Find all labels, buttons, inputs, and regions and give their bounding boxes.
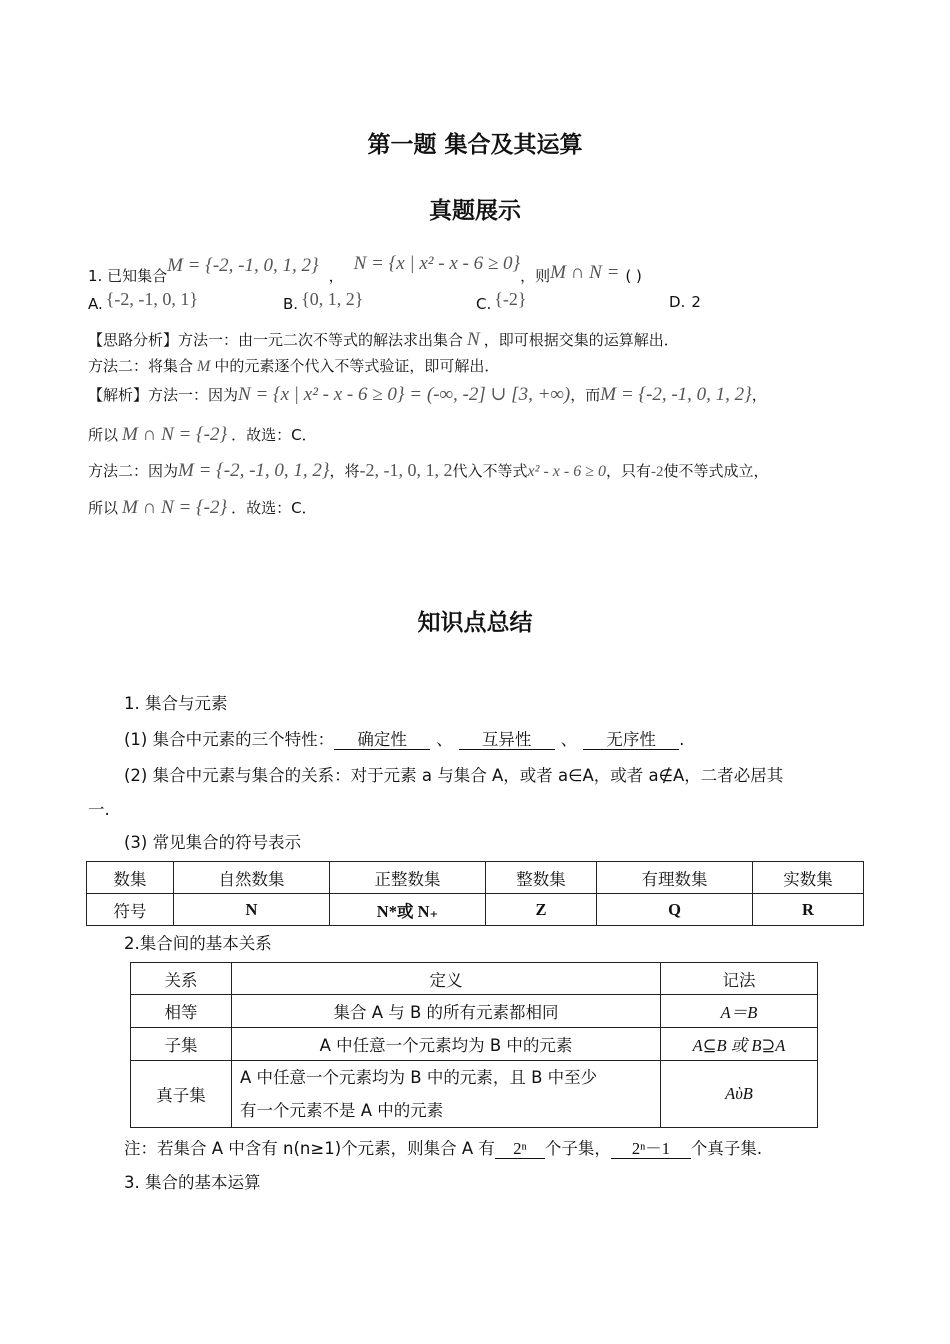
element-relation-cont: 一. — [88, 800, 110, 819]
table-cell: N — [174, 894, 330, 926]
element-properties: (1) 集合中元素的三个特性： 确定性 、 互异性 、 无序性 . — [124, 730, 685, 749]
table-cell: 数集 — [87, 862, 174, 894]
set-relation-table — [130, 962, 818, 1128]
blank-unordered: 无序性 — [583, 731, 679, 750]
analysis-line-2: 方法二：将集合 M 中的元素逐个代入不等式验证，即可解出． — [88, 357, 500, 375]
section-title-exam: 真题展示 — [429, 198, 521, 224]
table-cell: 正整数集 — [330, 862, 486, 894]
option-b: B. {0, 1, 2} — [283, 289, 364, 313]
question-prefix: 1. 已知集合 — [88, 267, 168, 285]
table-cell: 有理数集 — [597, 862, 753, 894]
subset-count-note: 注：若集合 A 中含有 n(n≥1)个元素，则集合 A 有 2ⁿ 个子集， 2ⁿ－1 个真子集. — [124, 1139, 763, 1158]
solution-line-1: 【解析】方法一：因为N = {x | x² - x - 6 ≥ 0} = (-∞, -2] ∪ [3, +∞)，而M = {-2, -1, 0, 1, 2}， — [88, 384, 767, 405]
answer-paren: ( ) — [625, 267, 642, 285]
analysis-line-1: 【思路分析】方法一：由一元二次不等式的解法求出集合 N ，即可根据交集的运算解出． — [88, 329, 679, 350]
knowledge-heading-3: 3. 集合的基本运算 — [124, 1173, 261, 1192]
comma: ， — [328, 267, 344, 285]
table-cell: R — [753, 894, 864, 926]
option-c: C. {-2} — [476, 289, 527, 313]
table-cell: 记法 — [661, 963, 818, 995]
then-text: ，则 — [520, 267, 551, 285]
table-cell: 集合 A 与 B 的所有元素都相同 — [232, 995, 661, 1028]
table-cell: AὺB — [661, 1061, 818, 1128]
number-set-table — [86, 861, 864, 926]
page-title: 第一题 集合及其运算 — [367, 132, 583, 158]
table-cell: 实数集 — [753, 862, 864, 894]
intersection-ask: M ∩ N = — [550, 262, 620, 283]
blank-determinacy: 确定性 — [334, 731, 430, 750]
table-cell: 定义 — [232, 963, 661, 995]
table-cell: N*或 N₊ — [330, 894, 486, 926]
solution-line-2: 所以 M ∩ N = {-2} ．故选：C． — [88, 424, 317, 445]
blank-distinctness: 互异性 — [459, 731, 555, 750]
table-cell: A＝B — [661, 995, 818, 1028]
table-cell: 真子集 — [131, 1061, 232, 1128]
knowledge-heading-1: 1. 集合与元素 — [124, 694, 228, 713]
symbol-heading: (3) 常见集合的符号表示 — [124, 833, 302, 852]
solution-line-3: 方法二：因为M = {-2, -1, 0, 1, 2}，将-2, -1, 0, 1, 2代入不等式x² - x - 6 ≥ 0，只有-2使不等式成立， — [88, 460, 769, 481]
blank-subsets: 2ⁿ — [495, 1140, 545, 1159]
table-cell: 符号 — [87, 894, 174, 926]
table-cell: 子集 — [131, 1028, 232, 1061]
knowledge-heading-2: 2.集合间的基本关系 — [124, 934, 272, 953]
table-cell: 相等 — [131, 995, 232, 1028]
table-cell: 整数集 — [486, 862, 597, 894]
option-d: D. 2 — [669, 293, 701, 311]
set-m: M = {-2, -1, 0, 1, 2} — [167, 255, 319, 276]
option-a: A. {-2, -1, 0, 1} — [88, 289, 199, 313]
table-cell: 自然数集 — [174, 862, 330, 894]
solution-line-4: 所以 M ∩ N = {-2} ．故选：C． — [88, 497, 317, 518]
table-cell: 关系 — [131, 963, 232, 995]
blank-proper-subsets: 2ⁿ－1 — [611, 1140, 691, 1159]
table-cell: Z — [486, 894, 597, 926]
table-cell: A 中任意一个元素均为 B 中的元素，且 B 中至少 有一个元素不是 A 中的元素 — [232, 1061, 661, 1128]
table-cell: A 中任意一个元素均为 B 中的元素 — [232, 1028, 661, 1061]
table-cell: Q — [597, 894, 753, 926]
section-title-knowledge: 知识点总结 — [417, 610, 533, 636]
set-n: N = {x | x² - x - 6 ≥ 0} — [353, 253, 521, 274]
element-relation: (2) 集合中元素与集合的关系：对于元素 a 与集合 A，或者 a∈A，或者 a∉A，二者必居其 — [124, 766, 784, 785]
table-cell: A⊆B 或 B⊇A — [661, 1028, 818, 1061]
